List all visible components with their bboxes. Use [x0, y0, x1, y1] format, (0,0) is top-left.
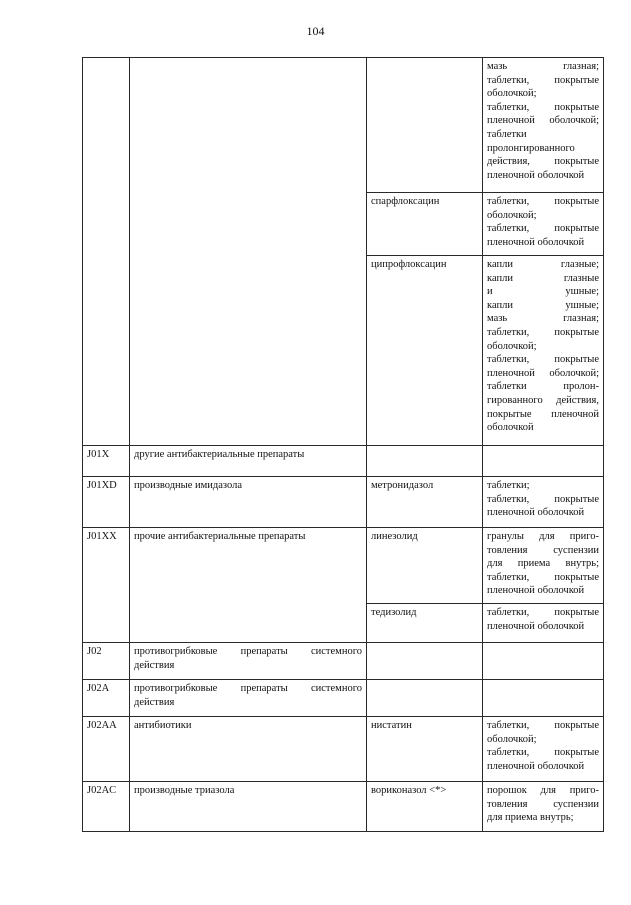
- table-row: [83, 58, 604, 193]
- dosage-form-line: пленочной оболочкой;: [487, 115, 599, 127]
- dosage-form-line: товления суспензии: [487, 544, 599, 556]
- dosage-form-line: таблетки пролон-: [487, 381, 599, 393]
- atc-code: J01XD: [83, 477, 130, 528]
- atc-code: J02AC: [83, 782, 130, 832]
- dosage-form-line: пленочной оболочкой: [487, 620, 585, 632]
- dosage-form-line: оболочкой;: [487, 340, 537, 352]
- dosage-form-line: оболочкой;: [487, 209, 537, 221]
- anatomical-therapeutic-group: противогрибковые препараты системного действия: [130, 680, 367, 717]
- dosage-form-line: для приема внутрь;: [487, 812, 574, 824]
- dosage-form-line: капли глазные;: [487, 259, 599, 270]
- dosage-form-line: оболочкой;: [487, 88, 537, 100]
- dosage-form-line: капли глазные: [487, 272, 599, 284]
- atc-code: J02AA: [83, 717, 130, 782]
- anatomical-therapeutic-group: производные имидазола: [130, 477, 367, 528]
- drug-name: [367, 446, 483, 477]
- drug-table: [82, 57, 604, 832]
- table-row: [83, 446, 604, 477]
- drug-name: нистатин: [367, 717, 483, 782]
- dosage-form-line: таблетки, покрытые: [487, 74, 599, 86]
- dosage-form-line: таблетки;: [487, 480, 530, 491]
- anatomical-therapeutic-group: другие антибактериальные препараты: [130, 446, 367, 477]
- dosage-form-line: пленочной оболочкой;: [487, 367, 599, 379]
- drug-name: линезолид: [367, 528, 483, 604]
- dosage-form-line: таблетки, покрытые: [487, 493, 599, 505]
- drug-name: [367, 58, 483, 193]
- dosage-form-line: мазь глазная;: [487, 61, 599, 72]
- dosage-form-line: порошок для приго-: [487, 785, 599, 796]
- dosage-form-line: таблетки, покрытые: [487, 196, 599, 207]
- dosage-form-line: пленочной оболочкой: [487, 169, 585, 181]
- table-row: [83, 477, 604, 528]
- table-row: [83, 717, 604, 782]
- dosage-form-line: действия, покрытые: [487, 156, 599, 168]
- atc-code: J02: [83, 643, 130, 680]
- dosage-form-line: таблетки, покрытые: [487, 354, 599, 366]
- table-row: [83, 680, 604, 717]
- drug-name: вориконазол <*>: [367, 782, 483, 832]
- drug-name: [367, 643, 483, 680]
- dosage-forms: [483, 477, 604, 528]
- dosage-form-line: таблетки, покрытые: [487, 326, 599, 338]
- dosage-form-line: для приема внутрь;: [487, 558, 599, 570]
- dosage-form-line: оболочкой;: [487, 733, 537, 745]
- drug-name: тедизолид: [367, 604, 483, 643]
- dosage-form-line: покрытые пленочной: [487, 408, 599, 420]
- drug-name: спарфлоксацин: [367, 193, 483, 256]
- dosage-form-line: гранулы для приго-: [487, 531, 599, 542]
- page-number: 104: [306, 24, 325, 38]
- anatomical-therapeutic-group: прочие антибактериальные препараты: [130, 528, 367, 643]
- dosage-form-line: мазь глазная;: [487, 313, 599, 325]
- dosage-form-line: таблетки, покрытые: [487, 101, 599, 113]
- anatomical-therapeutic-group: [130, 58, 367, 446]
- atc-code: [83, 58, 130, 446]
- dosage-form-line: пролонгированного: [487, 142, 575, 154]
- atc-code: J01X: [83, 446, 130, 477]
- dosage-form-line: таблетки: [487, 128, 527, 140]
- table-row: [83, 782, 604, 832]
- dosage-form-line: оболочкой: [487, 422, 534, 434]
- dosage-form-line: капли ушные;: [487, 299, 599, 311]
- atc-code: J01XX: [83, 528, 130, 643]
- dosage-form-line: пленочной оболочкой: [487, 760, 585, 772]
- dosage-form-line: товления суспензии: [487, 798, 599, 810]
- table-row: [83, 643, 604, 680]
- dosage-form-line: и ушные;: [487, 286, 599, 298]
- drug-name: [367, 680, 483, 717]
- dosage-forms: [483, 604, 604, 643]
- dosage-forms: [483, 680, 604, 717]
- dosage-form-line: таблетки, покрытые: [487, 571, 599, 583]
- dosage-forms: [483, 58, 604, 193]
- dosage-forms: [483, 193, 604, 256]
- dosage-forms: [483, 446, 604, 477]
- dosage-forms: [483, 717, 604, 782]
- dosage-forms: [483, 782, 604, 832]
- atc-code: J02A: [83, 680, 130, 717]
- anatomical-therapeutic-group: производные триазола: [130, 782, 367, 832]
- dosage-form-line: таблетки, покрытые: [487, 720, 599, 731]
- drug-name: ципрофлоксацин: [367, 256, 483, 446]
- dosage-form-line: пленочной оболочкой: [487, 585, 585, 597]
- dosage-form-line: пленочной оболочкой: [487, 507, 585, 519]
- dosage-form-line: пленочной оболочкой: [487, 236, 585, 248]
- dosage-forms: [483, 528, 604, 604]
- table-row: [83, 528, 604, 604]
- anatomical-therapeutic-group: противогрибковые препараты системного действия: [130, 643, 367, 680]
- anatomical-therapeutic-group: антибиотики: [130, 717, 367, 782]
- drug-name: метронидазол: [367, 477, 483, 528]
- dosage-forms: [483, 256, 604, 446]
- dosage-form-line: таблетки, покрытые: [487, 747, 599, 759]
- dosage-forms: [483, 643, 604, 680]
- dosage-form-line: таблетки, покрытые: [487, 607, 599, 618]
- dosage-form-line: таблетки, покрытые: [487, 223, 599, 235]
- dosage-form-line: гированного действия,: [487, 394, 599, 406]
